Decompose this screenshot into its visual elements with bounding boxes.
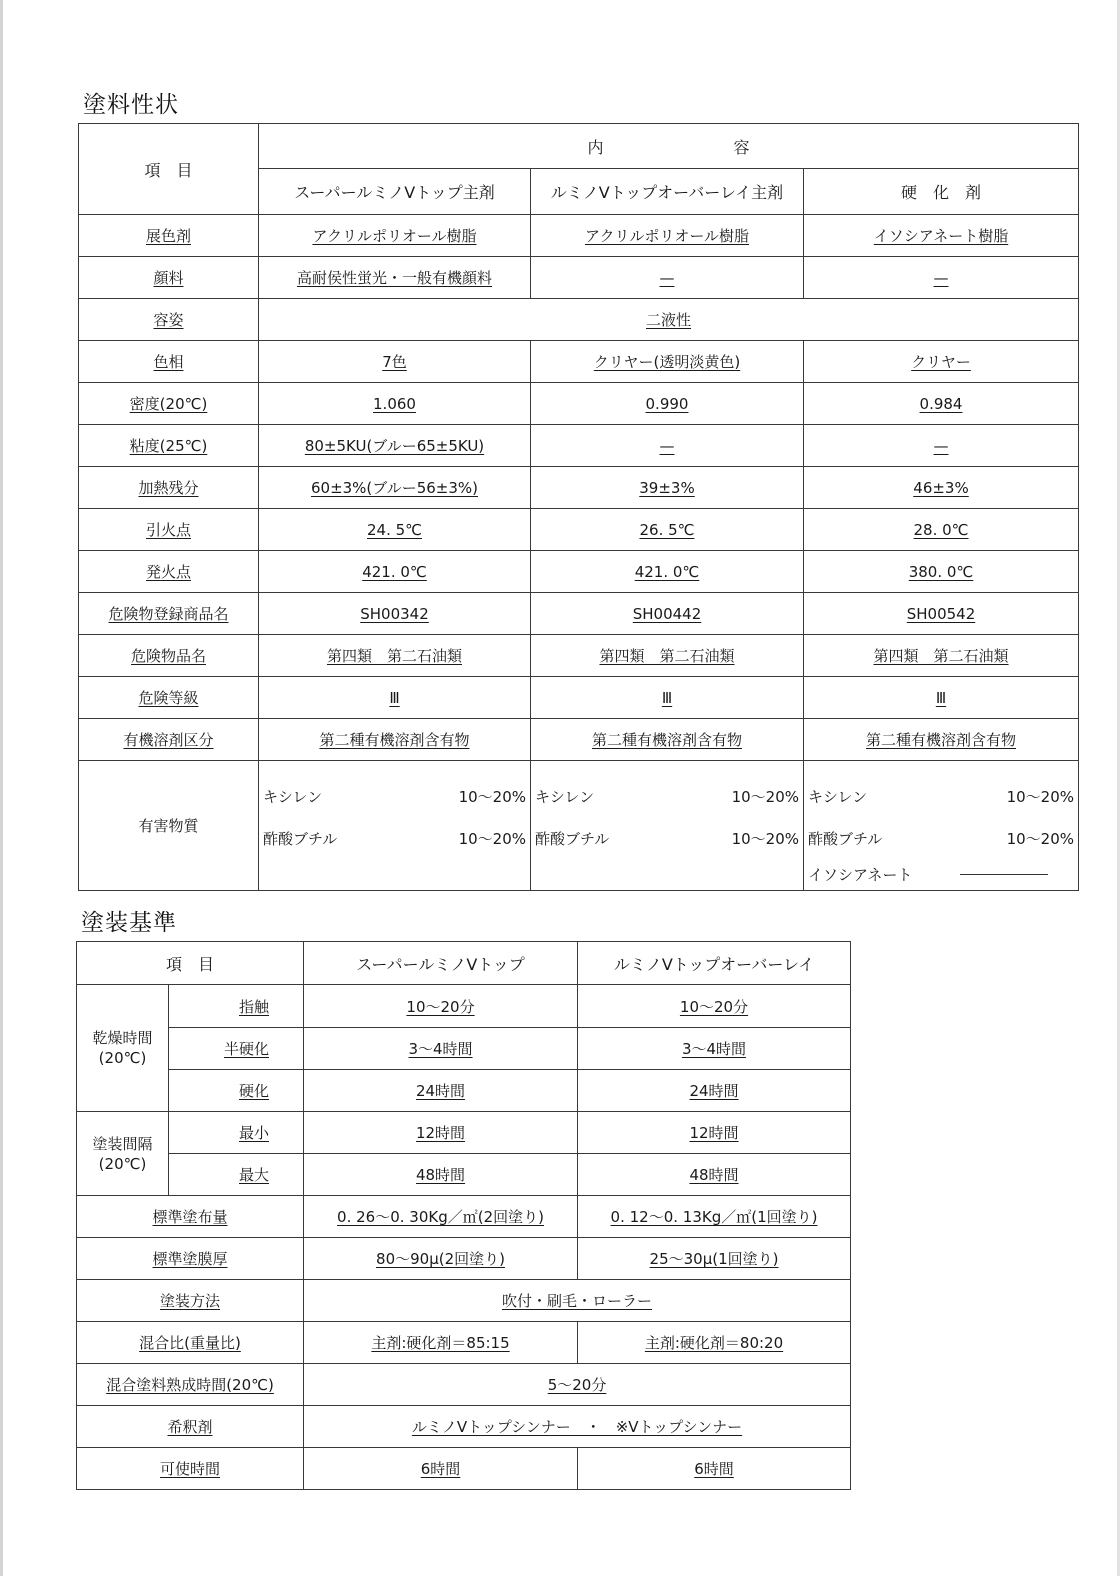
merged-value bbox=[304, 1280, 851, 1322]
cell-text: アクリルポリオール樹脂 bbox=[312, 227, 477, 245]
cell-text: 発火点 bbox=[145, 563, 191, 581]
cell-text: 吹付・刷毛・ローラー bbox=[502, 1292, 653, 1310]
row-label bbox=[79, 509, 259, 551]
value-a bbox=[259, 593, 531, 635]
cell-text: 7色 bbox=[382, 353, 407, 371]
value-a bbox=[259, 341, 531, 383]
value-c bbox=[804, 719, 1079, 761]
table-row bbox=[79, 677, 1079, 719]
cell-text: 第四類 第二石油類 bbox=[873, 647, 1009, 665]
merged-value bbox=[259, 299, 1079, 341]
section-title-paint-properties: 塗料性状 bbox=[83, 92, 179, 118]
cell-text: 12時間 bbox=[689, 1124, 739, 1142]
row-label bbox=[169, 1028, 304, 1070]
cell-text: Ⅲ bbox=[935, 688, 947, 707]
cell-text: 421. 0℃ bbox=[362, 562, 427, 581]
cell-text: 密度(20℃) bbox=[129, 395, 208, 413]
cell-text: — bbox=[933, 436, 949, 455]
row-label bbox=[79, 299, 259, 341]
row-label bbox=[79, 719, 259, 761]
hazard-substance bbox=[533, 775, 801, 817]
cell-text: 標準塗布量 bbox=[152, 1208, 228, 1226]
value-b bbox=[578, 1112, 851, 1154]
table-row-hazard bbox=[79, 761, 1079, 891]
value-c bbox=[804, 593, 1079, 635]
value-a bbox=[304, 1154, 578, 1196]
cell-text: 標準塗膜厚 bbox=[152, 1250, 228, 1268]
hazard-substance bbox=[806, 775, 1076, 817]
cell-text: 色相 bbox=[153, 353, 184, 371]
table-row bbox=[77, 1196, 851, 1238]
row-label bbox=[169, 1154, 304, 1196]
table-row bbox=[79, 341, 1079, 383]
value-c bbox=[804, 341, 1079, 383]
header-item: 項 目 bbox=[79, 124, 259, 215]
row-label bbox=[77, 1196, 304, 1238]
value-b bbox=[531, 257, 804, 299]
cell-text: 第二種有機溶剤含有物 bbox=[319, 731, 470, 749]
cell-text: — bbox=[659, 268, 675, 287]
cell-text: 危険物登録商品名 bbox=[108, 605, 229, 623]
table-row bbox=[79, 425, 1079, 467]
cell-text: 第四類 第二石油類 bbox=[326, 647, 462, 665]
value-b bbox=[578, 1322, 851, 1364]
cell-text: 顔料 bbox=[153, 269, 184, 287]
cell-text: クリヤー(透明淡黄色) bbox=[593, 353, 741, 371]
row-label bbox=[169, 1112, 304, 1154]
value-b bbox=[531, 635, 804, 677]
value-b bbox=[578, 1154, 851, 1196]
table-row bbox=[77, 1112, 851, 1154]
cell-text: 24時間 bbox=[689, 1082, 739, 1100]
cell-text: 引火点 bbox=[145, 521, 191, 539]
value-b bbox=[578, 985, 851, 1028]
cell-text: 3〜4時間 bbox=[681, 1040, 747, 1058]
value-c bbox=[804, 383, 1079, 425]
cell-text: 可使時間 bbox=[160, 1460, 221, 1478]
value-c bbox=[804, 635, 1079, 677]
substance-percent: 10〜20% bbox=[458, 829, 526, 848]
value-a bbox=[259, 635, 531, 677]
value-a bbox=[259, 215, 531, 257]
cell-text: 展色剤 bbox=[145, 227, 191, 245]
cell-text: 10〜20分 bbox=[406, 997, 475, 1016]
cell-text: 25〜30μ(1回塗り) bbox=[649, 1250, 779, 1268]
value-b bbox=[531, 383, 804, 425]
header-content: 内 容 bbox=[259, 124, 1079, 169]
cell-text: 混合塗料熟成時間(20℃) bbox=[106, 1376, 274, 1394]
value-b bbox=[531, 467, 804, 509]
value-a bbox=[304, 1070, 578, 1112]
table-row bbox=[77, 1070, 851, 1112]
cell-text: Ⅲ bbox=[661, 688, 673, 707]
value-b bbox=[578, 1196, 851, 1238]
row-label bbox=[77, 1238, 304, 1280]
value-a bbox=[304, 1196, 578, 1238]
cell-text: 半硬化 bbox=[224, 1040, 270, 1058]
hazard-list-c bbox=[804, 761, 1079, 891]
row-label bbox=[79, 551, 259, 593]
header-col-main-agent-super: スーパールミノVトップ主剤 bbox=[259, 169, 531, 215]
cell-text: アクリルポリオール樹脂 bbox=[584, 227, 750, 245]
value-a bbox=[259, 551, 531, 593]
substance-percent: 10〜20% bbox=[731, 829, 799, 848]
value-a bbox=[304, 1238, 578, 1280]
row-label bbox=[77, 1280, 304, 1322]
table-row bbox=[77, 1448, 851, 1490]
cell-text: 24時間 bbox=[415, 1082, 466, 1100]
row-label bbox=[79, 425, 259, 467]
cell-text: 危険等級 bbox=[138, 689, 199, 707]
row-label bbox=[77, 1322, 304, 1364]
cell-text: 10〜20分 bbox=[679, 997, 749, 1016]
table-row bbox=[79, 257, 1079, 299]
cell-text: 塗装方法 bbox=[160, 1292, 221, 1310]
header-col-overlay: ルミノVトップオーバーレイ bbox=[578, 942, 851, 985]
cell-text: 39±3% bbox=[639, 478, 695, 497]
row-label bbox=[79, 341, 259, 383]
cell-text: 0. 12〜0. 13Kg／㎡(1回塗り) bbox=[610, 1208, 818, 1226]
value-a bbox=[259, 509, 531, 551]
cell-text: 3〜4時間 bbox=[408, 1040, 473, 1058]
cell-text: 最小 bbox=[239, 1124, 270, 1142]
substance-name: キシレン bbox=[263, 787, 323, 806]
cell-text: 0.984 bbox=[919, 394, 963, 413]
substance-percent: 10〜20% bbox=[1006, 787, 1075, 806]
row-label bbox=[79, 215, 259, 257]
value-c bbox=[804, 257, 1079, 299]
hazard-substance bbox=[533, 817, 801, 859]
value-a bbox=[304, 1322, 578, 1364]
cell-text: 80±5KU(ブルー65±5KU) bbox=[304, 437, 485, 455]
cell-text: 第二種有機溶剤含有物 bbox=[866, 731, 1017, 749]
row-label bbox=[79, 257, 259, 299]
substance-percent: 10〜20% bbox=[458, 787, 526, 806]
hazard-list-b bbox=[531, 761, 804, 891]
value-b bbox=[578, 1238, 851, 1280]
row-label bbox=[77, 1364, 304, 1406]
cell-text: 1.060 bbox=[373, 394, 416, 413]
value-c bbox=[804, 509, 1079, 551]
cell-text: 6時間 bbox=[694, 1460, 734, 1478]
value-b bbox=[531, 341, 804, 383]
substance-name: キシレン bbox=[808, 787, 868, 806]
table-row bbox=[79, 299, 1079, 341]
group-label: 塗装間隔 (20℃) bbox=[77, 1112, 169, 1196]
row-label bbox=[79, 593, 259, 635]
cell-text: 混合比(重量比) bbox=[139, 1334, 241, 1352]
hazard-list-a bbox=[259, 761, 531, 891]
cell-text: 48時間 bbox=[415, 1166, 466, 1184]
cell-text: 12時間 bbox=[415, 1124, 466, 1142]
value-a bbox=[259, 719, 531, 761]
value-b bbox=[531, 425, 804, 467]
table-row bbox=[79, 215, 1079, 257]
cell-text: 0. 26〜0. 30Kg／㎡(2回塗り) bbox=[337, 1208, 544, 1226]
value-c bbox=[804, 467, 1079, 509]
value-a bbox=[259, 677, 531, 719]
value-a bbox=[304, 985, 578, 1028]
merged-value bbox=[304, 1364, 851, 1406]
row-label bbox=[169, 1070, 304, 1112]
table-row bbox=[77, 985, 851, 1028]
cell-text: 指触 bbox=[239, 997, 270, 1016]
table-row bbox=[79, 551, 1079, 593]
group-label: 乾燥時間 (20℃) bbox=[77, 985, 169, 1112]
cell-text: 最大 bbox=[239, 1166, 270, 1184]
substance-name: 酢酸ブチル bbox=[263, 829, 338, 848]
substance-name: 酢酸ブチル bbox=[808, 829, 883, 848]
cell-text: イソシアネート樹脂 bbox=[873, 227, 1009, 245]
table-row bbox=[79, 593, 1079, 635]
cell-text: 80〜90μ(2回塗り) bbox=[376, 1250, 505, 1268]
cell-text: 24. 5℃ bbox=[366, 520, 422, 539]
cell-text: 容姿 bbox=[153, 311, 184, 329]
value-c bbox=[804, 551, 1079, 593]
value-a bbox=[259, 257, 531, 299]
cell-text: 46±3% bbox=[913, 478, 969, 497]
paint-properties-table bbox=[78, 123, 1079, 891]
cell-text: SH00542 bbox=[906, 604, 976, 623]
cell-text: 高耐侯性蛍光・一般有機顔料 bbox=[296, 269, 492, 287]
cell-text: 第二種有機溶剤含有物 bbox=[591, 731, 742, 749]
value-a bbox=[304, 1112, 578, 1154]
row-label bbox=[77, 1448, 304, 1490]
cell-text: 28. 0℃ bbox=[913, 520, 969, 539]
table-row bbox=[79, 719, 1079, 761]
table-row bbox=[77, 1364, 851, 1406]
cell-text: 380. 0℃ bbox=[908, 562, 974, 581]
value-c bbox=[804, 677, 1079, 719]
table-row bbox=[77, 1154, 851, 1196]
cell-text: 60±3%(ブルー56±3%) bbox=[310, 479, 478, 497]
value-b bbox=[531, 509, 804, 551]
value-a bbox=[259, 467, 531, 509]
cell-text: SH00342 bbox=[360, 604, 429, 623]
row-label bbox=[79, 635, 259, 677]
cell-text: 6時間 bbox=[420, 1460, 461, 1478]
header-item: 項 目 bbox=[77, 942, 304, 985]
cell-text: 0.990 bbox=[645, 394, 689, 413]
value-b bbox=[578, 1070, 851, 1112]
cell-text: 48時間 bbox=[689, 1166, 739, 1184]
cell-text: 二液性 bbox=[646, 311, 692, 329]
cell-text: 主剤:硬化剤＝80:20 bbox=[644, 1334, 784, 1352]
hazard-substance bbox=[806, 817, 1076, 859]
cell-text: クリヤー bbox=[911, 353, 971, 371]
blank-line bbox=[960, 874, 1048, 875]
table-row bbox=[77, 1322, 851, 1364]
value-b bbox=[531, 551, 804, 593]
cell-text: 主剤:硬化剤＝85:15 bbox=[371, 1334, 510, 1352]
cell-text: — bbox=[659, 436, 675, 455]
row-label bbox=[79, 383, 259, 425]
cell-text: ルミノVトップシンナー ・ ※Vトップシンナー bbox=[411, 1418, 743, 1436]
page-edge-left bbox=[0, 0, 3, 1576]
cell-text: 硬化 bbox=[239, 1082, 270, 1100]
value-b bbox=[531, 215, 804, 257]
value-b bbox=[531, 677, 804, 719]
cell-text: 希釈剤 bbox=[167, 1418, 213, 1436]
cell-text: Ⅲ bbox=[389, 688, 400, 707]
table-row bbox=[77, 1028, 851, 1070]
value-b bbox=[578, 1028, 851, 1070]
merged-value bbox=[304, 1406, 851, 1448]
row-label bbox=[77, 1406, 304, 1448]
value-a bbox=[259, 383, 531, 425]
value-a bbox=[304, 1028, 578, 1070]
cell-text: 26. 5℃ bbox=[639, 520, 695, 539]
value-b bbox=[578, 1448, 851, 1490]
cell-text: 粘度(25℃) bbox=[129, 437, 208, 455]
section-title-coating-standards: 塗装基準 bbox=[81, 910, 177, 936]
value-a bbox=[259, 425, 531, 467]
value-c bbox=[804, 215, 1079, 257]
table-row bbox=[79, 635, 1079, 677]
substance-name: 酢酸ブチル bbox=[535, 829, 610, 848]
table-row bbox=[79, 467, 1079, 509]
value-c bbox=[804, 425, 1079, 467]
cell-text: SH00442 bbox=[632, 604, 702, 623]
row-label: 有害物質 bbox=[79, 761, 259, 891]
table-row bbox=[77, 1280, 851, 1322]
cell-text: 第四類 第二石油類 bbox=[599, 647, 735, 665]
header-col-super: スーパールミノVトップ bbox=[304, 942, 578, 985]
table-row bbox=[77, 1406, 851, 1448]
row-label bbox=[79, 467, 259, 509]
header-col-hardener: 硬 化 剤 bbox=[804, 169, 1079, 215]
value-a bbox=[304, 1448, 578, 1490]
cell-text: 危険物品名 bbox=[130, 647, 206, 665]
value-b bbox=[531, 593, 804, 635]
cell-text: 有機溶剤区分 bbox=[123, 731, 214, 749]
cell-text: 加熱残分 bbox=[138, 479, 199, 497]
table-row bbox=[77, 1238, 851, 1280]
substance-percent: 10〜20% bbox=[731, 787, 799, 806]
coating-standards-table bbox=[76, 941, 851, 1490]
table-row bbox=[79, 509, 1079, 551]
substance-name: キシレン bbox=[535, 787, 595, 806]
row-label bbox=[79, 677, 259, 719]
hazard-substance bbox=[806, 859, 1076, 889]
cell-text: 421. 0℃ bbox=[634, 562, 700, 581]
value-b bbox=[531, 719, 804, 761]
hazard-substance bbox=[261, 775, 528, 817]
cell-text: 5〜20分 bbox=[547, 1376, 607, 1394]
substance-name: イソシアネート bbox=[808, 865, 913, 884]
header-col-main-agent-overlay: ルミノVトップオーバーレイ主剤 bbox=[531, 169, 804, 215]
row-label bbox=[169, 985, 304, 1028]
cell-text: — bbox=[933, 268, 949, 287]
table-row bbox=[79, 383, 1079, 425]
substance-percent: 10〜20% bbox=[1006, 829, 1075, 848]
hazard-substance bbox=[261, 817, 528, 859]
